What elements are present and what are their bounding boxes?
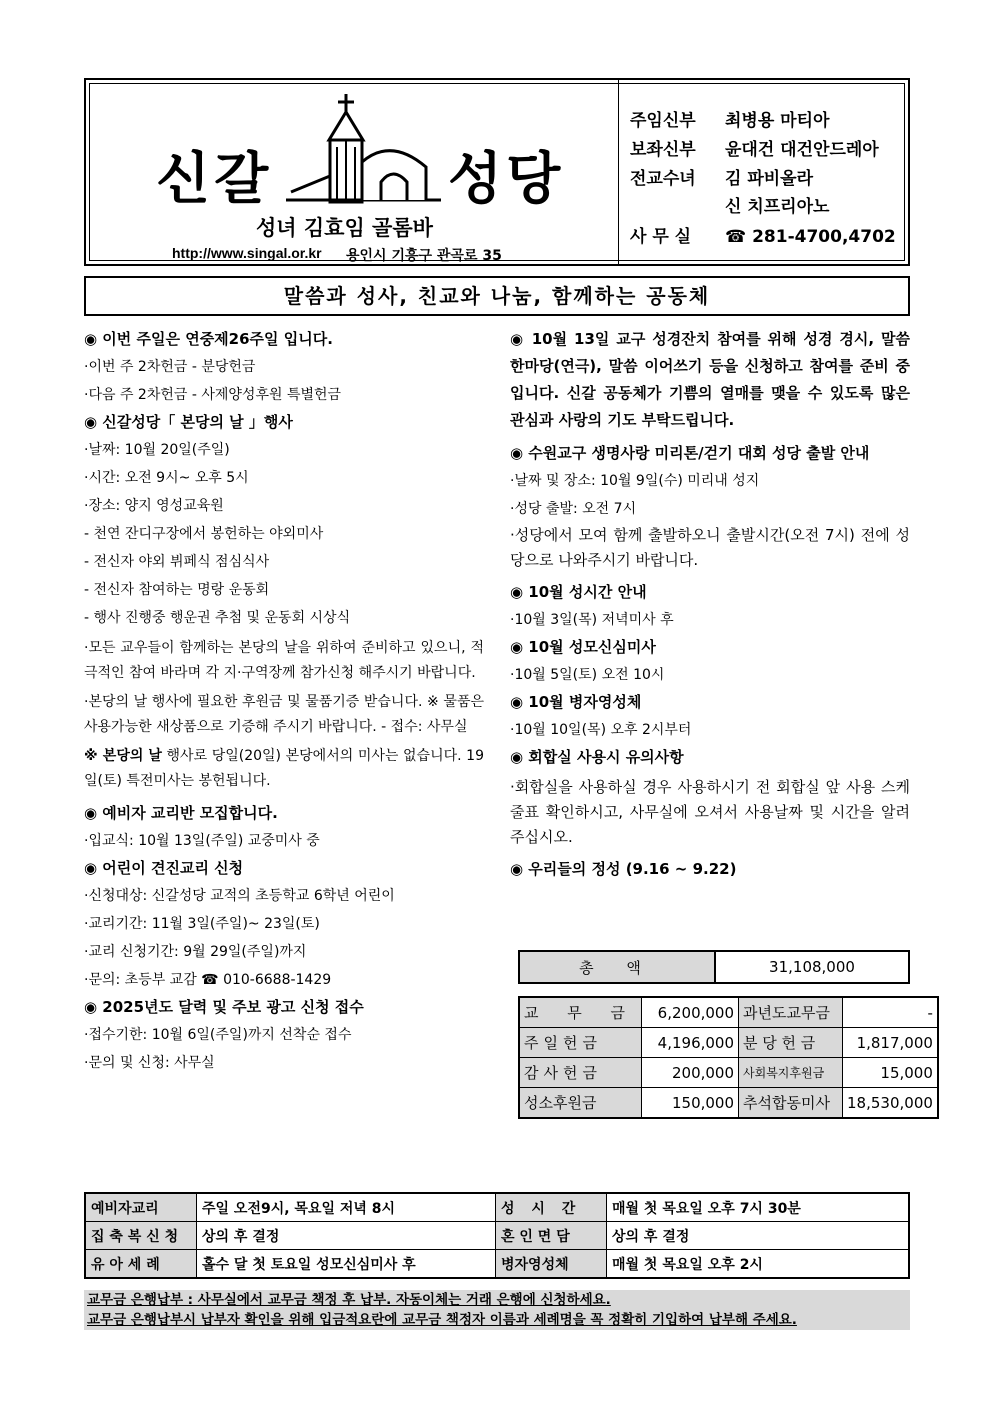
patron-saint: 성녀 김효임 골롬바	[256, 216, 433, 240]
table-cell: 유 아 세 례	[85, 1250, 197, 1279]
table-cell: 150,000	[642, 1088, 739, 1119]
table-cell: 과년도교무금	[739, 997, 843, 1028]
table-cell: 주일 오전9시, 목요일 저녁 8시	[197, 1193, 496, 1222]
table-cell: 주일헌금	[519, 1028, 642, 1058]
header-divider	[618, 80, 619, 264]
notice-line: 교무금 은행납부 : 사무실에서 교무금 책정 후 납부. 자동이체는 거래 은행에 신청하세요.	[87, 1292, 611, 1308]
list-item: ·교리 신청기간: 9월 29일(주일)까지	[84, 944, 307, 960]
table-cell: 예비자교리	[85, 1193, 197, 1222]
section-title-confirmation: ◉ 어린이 견진교리 신청	[84, 859, 244, 877]
list-item: ·날짜 및 장소: 10월 9일(수) 미리내 성지	[510, 473, 760, 489]
list-item: ·10월 5일(토) 오전 10시	[510, 667, 665, 683]
section-title-catechumen: ◉ 예비자 교리반 모집합니다.	[84, 804, 278, 822]
list-item: ·성당 출발: 오전 7시	[510, 501, 637, 517]
table-cell: 성소후원금	[519, 1088, 642, 1119]
table-row	[519, 1058, 938, 1088]
table-cell: 추석합동미사	[739, 1088, 843, 1119]
offering-detail-table	[518, 996, 939, 1119]
table-cell: 매월 첫 목요일 오후 7시 30분	[607, 1193, 910, 1222]
paragraph: ※ 본당의 날 행사로 당일(20일) 본당에서의 미사는 없습니다. 19일(토) 특전미사는 봉헌됩니다.	[84, 748, 484, 789]
staff-sister-1: 전교수녀 김 파비올라	[630, 169, 814, 189]
section-title-meeting-room: ◉ 회합실 사용시 유의사항	[510, 748, 684, 766]
table-cell: 1,817,000	[843, 1028, 938, 1058]
list-item: - 행사 진행중 행운권 추첨 및 운동회 시상식	[84, 610, 351, 626]
table-cell: 상의 후 결정	[197, 1222, 496, 1250]
table-cell: 분 당 헌 금	[739, 1028, 843, 1058]
right-column	[510, 326, 910, 883]
paragraph: ·성당에서 모여 함께 출발하오니 출발시간(오전 7시) 전에 성당으로 나와주시기 바랍니다.	[510, 526, 910, 569]
church-logo-icon	[281, 92, 451, 212]
paragraph: ·회합실을 사용하실 경우 사용하시기 전 회합실 앞 사용 스케줄표 확인하시고, 사무실에 오셔서 사용날짜 및 시간을 알려주십시오.	[510, 778, 910, 846]
table-cell: 상의 후 결정	[607, 1222, 910, 1250]
table-cell: 교 무 금	[519, 997, 642, 1028]
list-item: ·이번 주 2차헌금 - 분당헌금	[84, 359, 256, 375]
paragraph: ·본당의 날 행사에 필요한 후원금 및 물품기증 받습니다. ※ 물품은 사용가능한 새상품으로 기증해 주시기 바랍니다. - 접수: 사무실	[84, 694, 484, 735]
section-title-marian-mass: ◉ 10월 성모신심미사	[510, 638, 656, 656]
parish-address: 용인시 기흥구 관곡로 35	[346, 248, 502, 264]
table-cell: 사회복지후원금	[739, 1058, 843, 1088]
table-cell: 매월 첫 목요일 오후 2시	[607, 1250, 910, 1279]
staff-sister-2: 신 치프리아노	[725, 197, 830, 217]
list-item: ·문의: 초등부 교감 ☎ 010-6688-1429	[84, 972, 332, 988]
table-cell: 4,196,000	[642, 1028, 739, 1058]
table-cell: 200,000	[642, 1058, 739, 1088]
parish-motto: 말씀과 성사, 친교와 나눔, 함께하는 공동체	[84, 276, 910, 316]
section-title-parish-day: ◉ 신갈성당「 본당의 날 」행사	[84, 413, 293, 431]
list-item: ·다음 주 2차헌금 - 사제양성후원 특별헌금	[84, 387, 342, 403]
section-title-sunday: ◉ 이번 주일은 연중제26주일 입니다.	[84, 330, 333, 348]
table-cell: 병자영성체	[496, 1250, 607, 1279]
list-item: ·시간: 오전 9시~ 오후 5시	[84, 470, 249, 486]
table-cell: 집 축 복 신 청	[85, 1222, 197, 1250]
table-cell: 감사헌금	[519, 1058, 642, 1088]
left-column	[84, 326, 484, 1077]
section-title-offering: ◉ 우리들의 정성 (9.16 ~ 9.22)	[510, 860, 737, 878]
section-title-marathon: ◉ 수원교구 생명사랑 미리톤/걷기 대회 성당 출발 안내	[510, 444, 870, 462]
table-row	[519, 997, 938, 1028]
list-item: - 천연 잔디구장에서 봉헌하는 야외미사	[84, 526, 324, 542]
list-item: ·교리기간: 11월 3일(주일)~ 23일(토)	[84, 916, 320, 932]
table-cell: 18,530,000	[843, 1088, 938, 1119]
list-item: - 전신자 참여하는 명랑 운동회	[84, 582, 270, 598]
parish-name-right: 성당	[448, 147, 565, 212]
table-row	[85, 1250, 909, 1279]
table-row	[85, 1222, 909, 1250]
list-item: ·신청대상: 신갈성당 교적의 초등학교 6학년 어린이	[84, 888, 395, 904]
total-label: 총 액	[519, 951, 715, 983]
section-title-sick-communion: ◉ 10월 병자영성체	[510, 693, 642, 711]
paragraph: ·모든 교우들이 함께하는 본당의 날을 위하여 준비하고 있으니, 적극적인 참여 바라며 각 지·구역장께 참가신청 해주시기 바랍니다.	[84, 640, 484, 681]
table-row	[85, 1193, 909, 1222]
staff-assistant: 보좌신부 윤대건 대건안드레아	[630, 140, 879, 160]
emphasis: ※ 본당의 날	[84, 748, 162, 764]
parish-name-left: 신갈	[156, 147, 273, 212]
section-title-holy-hour: ◉ 10월 성시간 안내	[510, 583, 647, 601]
list-item: ·10월 3일(목) 저녁미사 후	[510, 612, 674, 628]
table-cell: 혼 인 면 담	[496, 1222, 607, 1250]
list-item: ·날짜: 10월 20일(주일)	[84, 442, 230, 458]
list-item: ·입교식: 10월 13일(주일) 교중미사 중	[84, 833, 320, 849]
staff-pastor: 주임신부 최병용 마티아	[630, 111, 830, 131]
table-row	[519, 1088, 938, 1119]
offering-total-table	[518, 950, 910, 984]
table-row	[519, 1028, 938, 1058]
tithe-notice	[84, 1290, 910, 1330]
list-item: - 전신자 야외 뷔페식 점심식사	[84, 554, 270, 570]
table-cell: 6,200,000	[642, 997, 739, 1028]
table-cell: -	[843, 997, 938, 1028]
list-item: ·10월 10일(목) 오후 2시부터	[510, 722, 692, 738]
table-cell: 15,000	[843, 1058, 938, 1088]
table-cell: 성 시 간	[496, 1193, 607, 1222]
table-cell: 홀수 달 첫 토요일 성모신심미사 후	[197, 1250, 496, 1279]
total-value: 31,108,000	[715, 951, 909, 983]
notice-line: 교무금 은행납부시 납부자 확인을 위해 입금적요란에 교무금 책정자 이름과 세례명을 꼭 정확히 기입하여 납부해 주세요.	[87, 1312, 797, 1328]
bible-festival-notice: ◉ 10월 13일 교구 성경잔치 참여를 위해 성경 경시, 말씀 한마당(연극), 말씀 이어쓰기 등을 신청하고 참여를 준비 중입니다. 신갈 공동체가 기쁨의 열매를 맺을 수 있도록 많은 관심과 사랑의 기도 부탁드립니다.	[510, 330, 910, 429]
list-item: ·장소: 양지 영성교육원	[84, 498, 224, 514]
bulletin-header	[84, 78, 910, 266]
list-item: ·접수기한: 10월 6일(주일)까지 선착순 접수	[84, 1027, 352, 1043]
staff-office: 사 무 실 ☎ 281-4700,4702	[630, 227, 896, 247]
section-title-calendar: ◉ 2025년도 달력 및 주보 광고 신청 접수	[84, 998, 364, 1016]
list-item: ·문의 및 신청: 사무실	[84, 1055, 215, 1071]
website-link[interactable]: http://www.singal.or.kr	[172, 245, 322, 261]
schedule-table	[84, 1192, 910, 1279]
